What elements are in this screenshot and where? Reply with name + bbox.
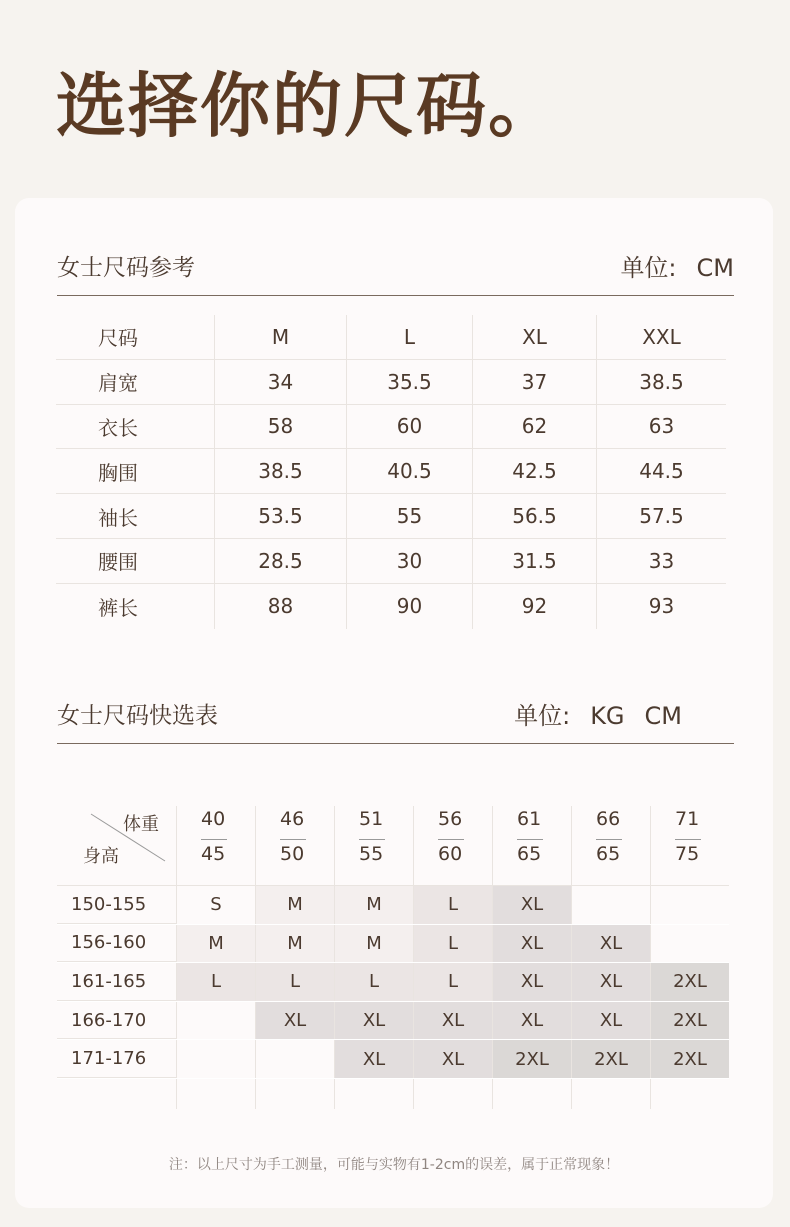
table-cell: 44.5 bbox=[596, 449, 726, 493]
table-cell: 57.5 bbox=[596, 494, 726, 538]
weight-divider bbox=[675, 839, 701, 840]
weight-divider bbox=[280, 839, 306, 840]
empty-cell bbox=[57, 1079, 176, 1109]
size-cell: L bbox=[334, 963, 413, 1001]
table-cell: 88 bbox=[214, 584, 346, 629]
size-card bbox=[15, 198, 773, 1208]
weight-max: 65 bbox=[596, 843, 621, 865]
table-cell: XXL bbox=[596, 315, 726, 359]
weight-max: 45 bbox=[201, 843, 226, 865]
table-cell: 35.5 bbox=[346, 360, 472, 404]
row-label: 腰围 bbox=[98, 550, 138, 575]
weight-max: 75 bbox=[675, 843, 700, 865]
weight-column-header bbox=[650, 806, 729, 886]
table-cell: 34 bbox=[214, 360, 346, 404]
reference-divider bbox=[57, 295, 734, 296]
reference-unit-label: 单位: bbox=[620, 253, 677, 282]
reference-section-header bbox=[57, 250, 734, 280]
size-cell: XL bbox=[413, 1040, 492, 1078]
size-cell: XL bbox=[571, 963, 650, 1001]
table-cell: 55 bbox=[346, 494, 472, 538]
table-row bbox=[56, 360, 726, 405]
table-cell: 58 bbox=[214, 405, 346, 449]
size-cell: XL bbox=[334, 1040, 413, 1078]
height-range: 171-176 bbox=[57, 1040, 176, 1078]
size-cell: M bbox=[334, 925, 413, 963]
table-row bbox=[56, 494, 726, 539]
table-cell: 93 bbox=[596, 584, 726, 629]
size-cell: XL bbox=[492, 925, 571, 963]
weight-column-header bbox=[413, 806, 492, 886]
table-cell: 62 bbox=[472, 405, 596, 449]
size-cell: 2XL bbox=[650, 963, 729, 1001]
weight-divider bbox=[596, 839, 622, 840]
weight-min: 40 bbox=[201, 808, 226, 830]
size-cell: XL bbox=[255, 1002, 334, 1040]
weight-max: 60 bbox=[438, 843, 463, 865]
weight-header-row bbox=[57, 806, 729, 886]
size-cell: L bbox=[413, 886, 492, 924]
row-label: 尺码 bbox=[98, 326, 138, 351]
size-cell: L bbox=[413, 925, 492, 963]
size-cell: 2XL bbox=[492, 1040, 571, 1078]
table-cell: L bbox=[346, 315, 472, 359]
size-cell: XL bbox=[571, 1002, 650, 1040]
table-cell: M bbox=[214, 315, 346, 359]
weight-column-header bbox=[571, 806, 650, 886]
weight-max: 50 bbox=[280, 843, 305, 865]
reference-unit-value: CM bbox=[696, 253, 734, 282]
empty-cell bbox=[571, 1079, 650, 1109]
size-cell: S bbox=[176, 886, 255, 924]
empty-cell bbox=[176, 1079, 255, 1109]
table-row bbox=[56, 449, 726, 494]
table-cell: XL bbox=[472, 315, 596, 359]
corner-cell bbox=[57, 806, 176, 886]
weight-column-header bbox=[492, 806, 571, 886]
measurement-note: 注：以上尺寸为手工测量，可能与实物有1-2cm的误差，属于正常现象！ bbox=[168, 1157, 620, 1173]
size-cell: M bbox=[255, 925, 334, 963]
weight-column-header bbox=[255, 806, 334, 886]
weight-min: 46 bbox=[280, 808, 305, 830]
size-cell: XL bbox=[571, 925, 650, 963]
size-cell: XL bbox=[492, 963, 571, 1001]
weight-min: 56 bbox=[438, 808, 463, 830]
table-row bbox=[56, 584, 726, 629]
weight-min: 71 bbox=[675, 808, 700, 830]
size-cell: XL bbox=[492, 1002, 571, 1040]
height-range: 166-170 bbox=[57, 1002, 176, 1040]
page-title: 选择你的尺码。 bbox=[56, 65, 560, 147]
unit-height: CM bbox=[644, 701, 682, 730]
height-range: 150-155 bbox=[57, 886, 176, 924]
table-cell: 37 bbox=[472, 360, 596, 404]
empty-cell bbox=[650, 1079, 729, 1109]
empty-cell bbox=[334, 1079, 413, 1109]
table-cell: 31.5 bbox=[472, 539, 596, 583]
table-cell: 30 bbox=[346, 539, 472, 583]
reference-unit bbox=[620, 248, 734, 283]
table-row bbox=[57, 1002, 729, 1041]
size-cell: XL bbox=[413, 1002, 492, 1040]
quick-select-section-header bbox=[57, 698, 734, 728]
table-row bbox=[57, 925, 729, 964]
table-cell: 40.5 bbox=[346, 449, 472, 493]
table-row bbox=[56, 405, 726, 450]
table-row bbox=[56, 315, 726, 360]
size-cell bbox=[650, 886, 729, 924]
corner-weight-label: 体重 bbox=[123, 814, 159, 835]
table-row bbox=[56, 539, 726, 584]
table-cell: 60 bbox=[346, 405, 472, 449]
row-label: 肩宽 bbox=[98, 371, 138, 396]
size-cell: L bbox=[413, 963, 492, 1001]
size-cell: XL bbox=[492, 886, 571, 924]
size-cell: L bbox=[255, 963, 334, 1001]
table-cell: 63 bbox=[596, 405, 726, 449]
height-range: 156-160 bbox=[57, 925, 176, 963]
weight-divider bbox=[517, 839, 543, 840]
row-label: 衣长 bbox=[98, 415, 138, 440]
row-label: 胸围 bbox=[98, 460, 138, 485]
size-reference-table bbox=[56, 315, 726, 629]
weight-min: 61 bbox=[517, 808, 542, 830]
size-cell bbox=[571, 886, 650, 924]
size-cell: M bbox=[255, 886, 334, 924]
size-cell: 2XL bbox=[571, 1040, 650, 1078]
weight-divider bbox=[359, 839, 385, 840]
row-label: 裤长 bbox=[98, 595, 138, 620]
reference-section-title: 女士尺码参考 bbox=[57, 254, 195, 281]
table-cell: 42.5 bbox=[472, 449, 596, 493]
quick-select-unit-label: 单位: bbox=[514, 701, 571, 730]
size-cell: M bbox=[334, 886, 413, 924]
height-range: 161-165 bbox=[57, 963, 176, 1001]
size-cell: XL bbox=[334, 1002, 413, 1040]
size-quick-select-table bbox=[57, 806, 729, 1109]
weight-divider bbox=[438, 839, 464, 840]
empty-cell bbox=[413, 1079, 492, 1109]
empty-cell bbox=[492, 1079, 571, 1109]
table-cell: 92 bbox=[472, 584, 596, 629]
size-cell bbox=[176, 1040, 255, 1078]
size-cell: L bbox=[176, 963, 255, 1001]
weight-min: 66 bbox=[596, 808, 621, 830]
table-cell: 33 bbox=[596, 539, 726, 583]
quick-select-unit bbox=[514, 696, 682, 731]
table-cell: 53.5 bbox=[214, 494, 346, 538]
size-cell bbox=[255, 1040, 334, 1078]
size-cell bbox=[650, 925, 729, 963]
table-row bbox=[57, 886, 729, 925]
table-cell: 56.5 bbox=[472, 494, 596, 538]
quick-select-divider bbox=[57, 743, 734, 744]
weight-column-header bbox=[176, 806, 255, 886]
table-cell: 38.5 bbox=[214, 449, 346, 493]
empty-cell bbox=[255, 1079, 334, 1109]
weight-max: 65 bbox=[517, 843, 542, 865]
size-cell: 2XL bbox=[650, 1040, 729, 1078]
quick-select-section-title: 女士尺码快选表 bbox=[57, 702, 218, 729]
weight-column-header bbox=[334, 806, 413, 886]
table-cell: 90 bbox=[346, 584, 472, 629]
table-row bbox=[57, 963, 729, 1002]
size-cell: M bbox=[176, 925, 255, 963]
corner-height-label: 身高 bbox=[83, 846, 119, 867]
table-cell: 38.5 bbox=[596, 360, 726, 404]
table-cell: 28.5 bbox=[214, 539, 346, 583]
weight-divider bbox=[201, 839, 227, 840]
weight-max: 55 bbox=[359, 843, 384, 865]
table-tail bbox=[57, 1079, 729, 1109]
size-cell bbox=[176, 1002, 255, 1040]
weight-min: 51 bbox=[359, 808, 384, 830]
size-cell: 2XL bbox=[650, 1002, 729, 1040]
row-label: 袖长 bbox=[98, 505, 138, 530]
unit-weight: KG bbox=[590, 701, 625, 730]
table-row bbox=[57, 1040, 729, 1079]
